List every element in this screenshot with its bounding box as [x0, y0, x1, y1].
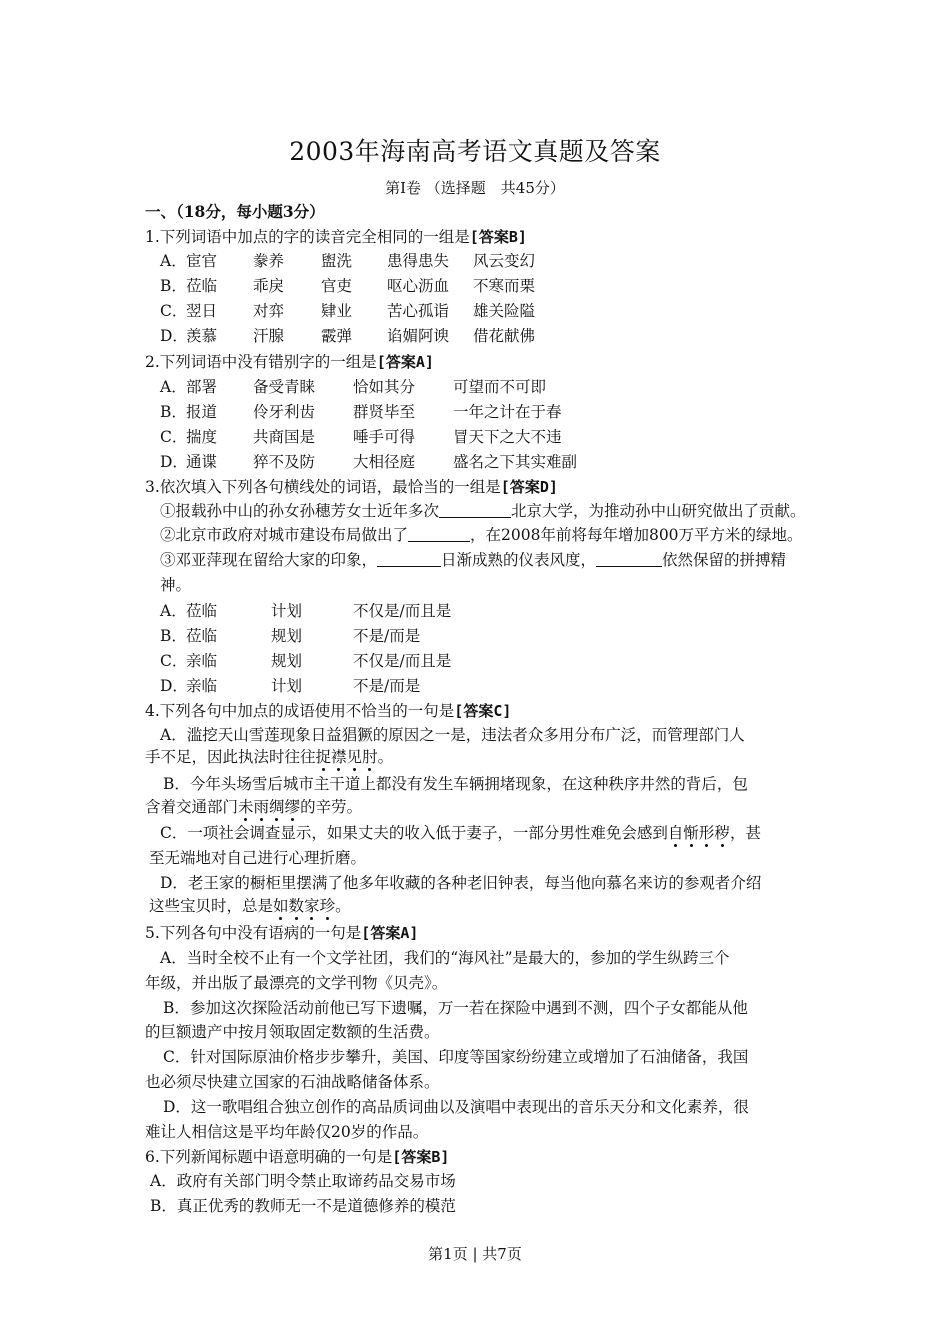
option-word: 备受青睐	[253, 378, 316, 396]
section-subtitle: 第Ⅰ卷 （选择题 共45分）	[385, 179, 565, 197]
option-word: 群贤毕至	[353, 403, 416, 421]
sentence-text: C．一项社会调查显示，如果丈夫的收入低于妻子，一部分男性难免会感到	[160, 824, 668, 842]
option-word: 借花献佛	[473, 327, 536, 345]
dotted-idiom	[273, 897, 335, 915]
option-label: C．	[160, 428, 188, 446]
question-6-stem	[145, 1146, 449, 1168]
question-stem-text: 2.下列词语中没有错别字的一组是	[145, 353, 377, 371]
dotted-idiom	[316, 748, 378, 766]
q6-option-a: A．政府有关部门明令禁止取谛药品交易市场	[150, 1172, 456, 1190]
option-word: 谄媚阿谀	[387, 327, 450, 345]
sentence-text: ②北京市政府对城市建设布局做出了	[160, 526, 409, 544]
dotted-idiom	[668, 824, 730, 842]
dotted-char: 自	[667, 824, 684, 842]
option-word: 通谍	[186, 453, 218, 471]
option-word: 恰如其分	[353, 378, 416, 396]
option-word: 不寒而栗	[473, 277, 536, 295]
dotted-char: 襟	[331, 748, 347, 766]
q6-option-b: B．真正优秀的教师无一不是道德修养的模范	[150, 1197, 456, 1215]
question-stem-text: 1.下列词语中加点的字的读音完全相同的一组是	[145, 228, 470, 246]
option-word: 规划	[271, 652, 303, 670]
q5-a-line-1: A．当时全校不止有一个文学社团，我们的“海风社”是最大的，参加的学生纵跨三个	[160, 949, 730, 967]
q4-c-line-1	[160, 822, 761, 844]
page-title: 2003年海南高考语文真题及答案	[289, 137, 661, 166]
question-stem-text: 6.下列新闻标题中语意明确的一句是	[145, 1148, 393, 1166]
question-stem-text: 3.依次填入下列各句横线处的词语，最恰当的一组是	[145, 478, 501, 496]
option-label: B．	[160, 627, 187, 645]
q4-d-line-2	[149, 895, 351, 917]
sentence-text: 。	[377, 748, 394, 766]
option-word: 盛名之下其实难副	[453, 453, 578, 471]
option-word: 不仅是/而且是	[353, 602, 452, 620]
option-word: 羡慕	[186, 327, 218, 345]
q4-c-line-2: 至无端地对自己进行心理折磨。	[149, 849, 367, 867]
q5-b-line-2: 的巨额遗产中按月领取固定数额的生活费。	[145, 1023, 440, 1041]
dotted-char: 见	[346, 748, 363, 766]
q4-b-line-2	[145, 796, 362, 818]
option-label: C．	[160, 652, 188, 670]
q5-c-line-2: 也必须尽快建立国家的石油战略储备体系。	[145, 1073, 440, 1091]
question-stem-text: 4.下列各句中加点的成语使用不恰当的一句是	[145, 702, 455, 720]
option-label: D．	[160, 677, 188, 695]
q2-option-a	[160, 376, 546, 398]
option-word: 乖戾	[253, 277, 285, 295]
dotted-char: 数	[288, 897, 305, 915]
q4-a-line-1: A．滥挖天山雪莲现象日益猖獗的原因之一是，违法者众多用分布广泛，而管理部门人	[160, 726, 745, 744]
option-label: D．	[160, 327, 188, 345]
q3-sentence-3-cont: 神。	[160, 576, 192, 594]
sentence-text: 北京大学，为推动孙中山研究做出了贡献。	[511, 502, 806, 520]
q1-option-d	[160, 325, 535, 347]
option-word: 风云变幻	[473, 252, 536, 270]
answer-key: [答案B]	[469, 228, 527, 246]
option-word: 不是/而是	[353, 677, 421, 695]
option-word: 不是/而是	[353, 627, 421, 645]
option-word: 亲临	[186, 677, 218, 695]
dotted-char: 珍	[319, 897, 336, 915]
sentence-text: ①报载孙中山的孙女孙穗芳女士近年多次	[160, 502, 440, 520]
option-word: 揣度	[186, 428, 218, 446]
question-2-stem	[145, 351, 434, 373]
option-word: 莅临	[186, 602, 218, 620]
q3-option-b	[160, 625, 420, 647]
question-stem-text: 5.下列各句中没有语病的一句是	[145, 924, 362, 942]
question-4-stem	[145, 700, 511, 722]
q4-d-line-1: D．老王家的橱柜里摆满了他多年收藏的各种老旧钟表，每当他向慕名来访的参观者介绍	[160, 874, 762, 892]
option-label: D．	[160, 453, 188, 471]
dotted-char: 雨	[253, 798, 270, 816]
option-word: 可望而不可即	[453, 378, 547, 396]
dotted-char: 秽	[714, 824, 730, 842]
dotted-idiom	[238, 798, 300, 816]
option-word: 计划	[271, 677, 303, 695]
option-label: B．	[160, 277, 187, 295]
question-1-stem	[145, 226, 527, 248]
question-3-stem	[145, 476, 558, 498]
q2-option-d	[160, 451, 577, 473]
dotted-char: 形	[698, 824, 715, 842]
answer-key: [答案A]	[376, 353, 434, 371]
answer-key: [答案C]	[454, 702, 512, 720]
answer-key: [答案D]	[500, 478, 558, 496]
option-word: 猝不及防	[253, 453, 316, 471]
q5-d-line-2: 难让人相信这是平均年龄仅20岁的作品。	[145, 1123, 429, 1141]
dotted-char: 绸	[269, 798, 285, 816]
q2-option-c	[160, 426, 562, 448]
option-word: 不仅是/而且是	[353, 652, 452, 670]
sentence-text: 日渐成熟的仪表风度，	[441, 551, 597, 569]
option-word: 莅临	[186, 277, 218, 295]
fill-blank	[408, 525, 470, 542]
answer-key: [答案A]	[361, 924, 419, 942]
option-word: 官吏	[321, 277, 353, 295]
option-word: 报道	[186, 403, 218, 421]
option-word: 计划	[271, 602, 303, 620]
option-word: 亲临	[186, 652, 218, 670]
option-word: 唾手可得	[353, 428, 416, 446]
q4-b-line-1: B．今年头场雪后城市主干道上都没有发生车辆拥堵现象，在这种秩序井然的背后，包	[163, 775, 748, 793]
answer-key: [答案B]	[392, 1148, 450, 1166]
option-word: 一年之计在于春	[453, 403, 562, 421]
sentence-text: 手不足，因此执法时往往	[145, 748, 316, 766]
option-word: 苦心孤诣	[387, 302, 450, 320]
option-word: 肄业	[321, 302, 353, 320]
q3-option-c	[160, 650, 451, 672]
fill-blank	[596, 550, 662, 567]
q5-a-line-2: 年级，并出版了最漂亮的文学刊物《贝壳》。	[145, 974, 448, 992]
q1-option-a	[160, 250, 535, 272]
sentence-text: ③邓亚萍现在留给大家的印象，	[160, 551, 378, 569]
sentence-text: 的辛劳。	[300, 798, 363, 816]
q2-option-b	[160, 401, 562, 423]
q1-option-b	[160, 275, 535, 297]
q3-sentence-3	[160, 549, 786, 571]
option-label: C．	[160, 302, 188, 320]
sentence-text: 含着交通部门	[145, 798, 239, 816]
q4-a-line-2	[145, 746, 393, 768]
sentence-text: ，在2008年前将每年增加800万平方米的绿地。	[470, 526, 803, 544]
dotted-char: 未	[238, 798, 254, 816]
option-word: 大相径庭	[353, 453, 416, 471]
q3-option-d	[160, 675, 420, 697]
dotted-char: 缪	[284, 798, 301, 816]
option-word: 共商国是	[253, 428, 316, 446]
dotted-char: 肘	[362, 748, 378, 766]
option-label: A．	[160, 602, 187, 620]
option-word: 汗腺	[253, 327, 285, 345]
dotted-char: 惭	[683, 824, 699, 842]
option-word: 宦官	[186, 252, 218, 270]
option-word: 对弈	[253, 302, 285, 320]
q5-b-line-1: B．参加这次探险活动前他已写下遗嘱，万一若在探险中遇到不测，四个子女都能从他	[163, 999, 748, 1017]
option-word: 冒天下之大不违	[453, 428, 562, 446]
option-label: A．	[160, 252, 187, 270]
option-word: 莅临	[186, 627, 218, 645]
dotted-char: 捉	[315, 748, 332, 766]
sentence-text: 。	[335, 897, 351, 915]
fill-blank	[439, 501, 511, 518]
q5-d-line-1: D．这一歌唱组合独立创作的高品质词曲以及演唱中表现出的音乐天分和文化素养，很	[163, 1098, 749, 1116]
fill-blank	[377, 550, 441, 567]
option-word: 伶牙利齿	[253, 403, 316, 421]
sentence-text: ，甚	[729, 824, 761, 842]
option-word: 霰弹	[321, 327, 353, 345]
option-word: 呕心沥血	[387, 277, 450, 295]
option-label: B．	[160, 403, 187, 421]
option-word: 规划	[271, 627, 303, 645]
section-heading: 一、（18分，每小题3分）	[145, 202, 325, 221]
q3-sentence-2	[160, 524, 803, 546]
sentence-text: 依然保留的拼搏精	[662, 551, 787, 569]
option-word: 翌日	[186, 302, 218, 320]
option-word: 豢养	[253, 252, 285, 270]
option-label: A．	[160, 378, 187, 396]
q5-c-line-1: C．针对国际原油价格步步攀升，美国、印度等国家纷纷建立或增加了石油储备，我国	[163, 1048, 749, 1066]
sentence-text: 这些宝贝时，总是	[149, 897, 274, 915]
option-word: 雄关险隘	[473, 302, 536, 320]
q1-option-c	[160, 300, 535, 322]
option-word: 盥洗	[321, 252, 353, 270]
q3-sentence-1	[160, 500, 806, 522]
option-word: 部署	[186, 378, 218, 396]
dotted-char: 家	[304, 897, 320, 915]
question-5-stem	[145, 922, 418, 944]
option-word: 患得患失	[387, 252, 450, 270]
q3-option-a	[160, 600, 451, 622]
page-footer: 第1页 | 共7页	[428, 1245, 522, 1263]
dotted-char: 如	[273, 897, 289, 915]
